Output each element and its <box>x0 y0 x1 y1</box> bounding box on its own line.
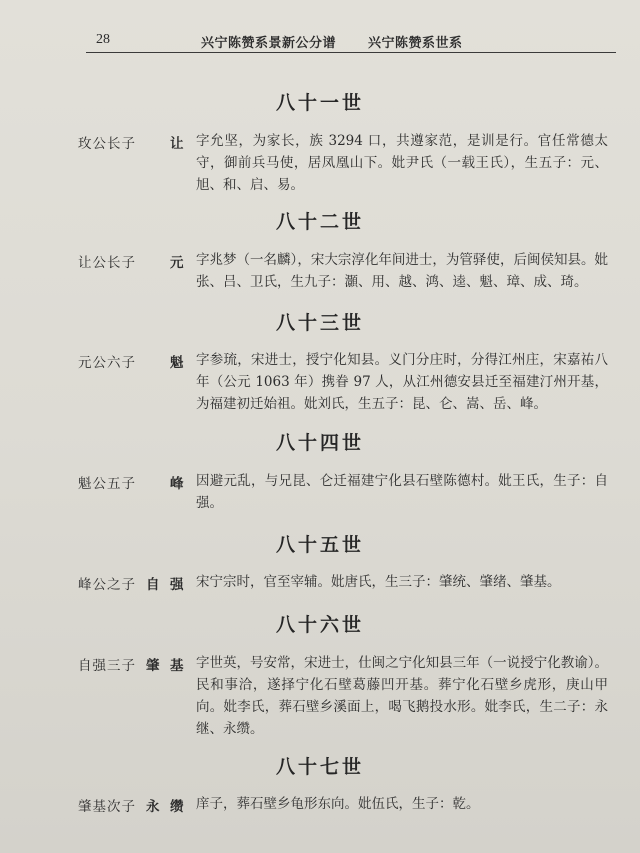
person-name-part: 肇 <box>146 658 160 674</box>
person-name: 魁 <box>170 355 184 371</box>
generation-heading: 八十五世 <box>275 534 364 556</box>
page-number: 28 <box>96 32 110 47</box>
generation-heading: 八十七世 <box>275 756 364 778</box>
person-name: 元 <box>170 255 184 271</box>
generation-heading: 八十二世 <box>275 211 364 233</box>
person-name-part: 强 <box>170 577 184 593</box>
header-title: 兴宁陈赞系景新公分谱 <box>201 36 337 51</box>
relation-label: 峰公之子 <box>78 577 136 593</box>
relation-label: 魁公五子 <box>78 476 136 492</box>
biography-text: 字世英，号安常，宋进士，仕闽之宁化知县三年（一说授宁化教谕）。民和事洽，遂择宁化石壁葛藤凹开基。葬宁化石壁乡虎形，庚山甲向。妣李氏，葬石壁乡溪面上，喝飞鹅投水形。妣李氏，生二子：永继、永缵。 <box>196 655 608 737</box>
relation-label: 自强三子 <box>78 658 136 674</box>
biography-text: 宋宁宗时，官至宰辅。妣唐氏，生三子：肇统、肇绪、肇基。 <box>196 574 561 590</box>
relation-label: 玫公长子 <box>78 136 136 152</box>
biography-text: 因避元乱，与兄昆、仑迁福建宁化县石壁陈德村。妣王氏，生子：自强。 <box>196 473 608 511</box>
biography-text: 庠子，葬石壁乡龟形东向。妣伍氏，生子：乾。 <box>196 796 480 812</box>
relation-label: 元公六子 <box>78 355 136 371</box>
person-name: 峰 <box>170 476 184 492</box>
biography-text: 字兆梦（一名麟），宋大宗淳化年间进士，为管驿使，后闽侯知县。妣张、吕、卫氏，生九子：灝、用、越、鸿、逵、魁、璋、成、琦。 <box>196 252 608 290</box>
person-name-part: 永 <box>146 799 160 815</box>
generation-heading: 八十一世 <box>275 92 364 114</box>
page-header <box>86 30 616 53</box>
header-subtitle: 兴宁陈赞系世系 <box>368 36 463 51</box>
biography-text: 字允坚，为家长，族 3294 口，共遵家范，是训是行。官任常德太守，御前兵马使，居凤凰山下。妣尹氏（一载王氏），生五子：元、旭、和、启、易。 <box>196 133 608 193</box>
person-name-part: 基 <box>170 658 184 674</box>
person-name-part: 缵 <box>170 799 184 815</box>
generation-heading: 八十四世 <box>275 432 364 454</box>
generation-heading: 八十六世 <box>275 614 364 636</box>
person-name: 让 <box>170 136 184 152</box>
generation-heading: 八十三世 <box>275 312 364 334</box>
relation-label: 肇基次子 <box>78 799 136 815</box>
biography-text: 字参琉，宋进士，授宁化知县。义门分庄时，分得江州庄，宋嘉祐八年（公元 1063 年）携眷 97 人，从江州德安县迁至福建汀州开基，为福建初迁始祖。妣刘氏，生五子：昆、仑、嵩、岳、峰。 <box>196 352 608 412</box>
relation-label: 让公长子 <box>78 255 136 271</box>
person-name-part: 自 <box>146 577 160 593</box>
